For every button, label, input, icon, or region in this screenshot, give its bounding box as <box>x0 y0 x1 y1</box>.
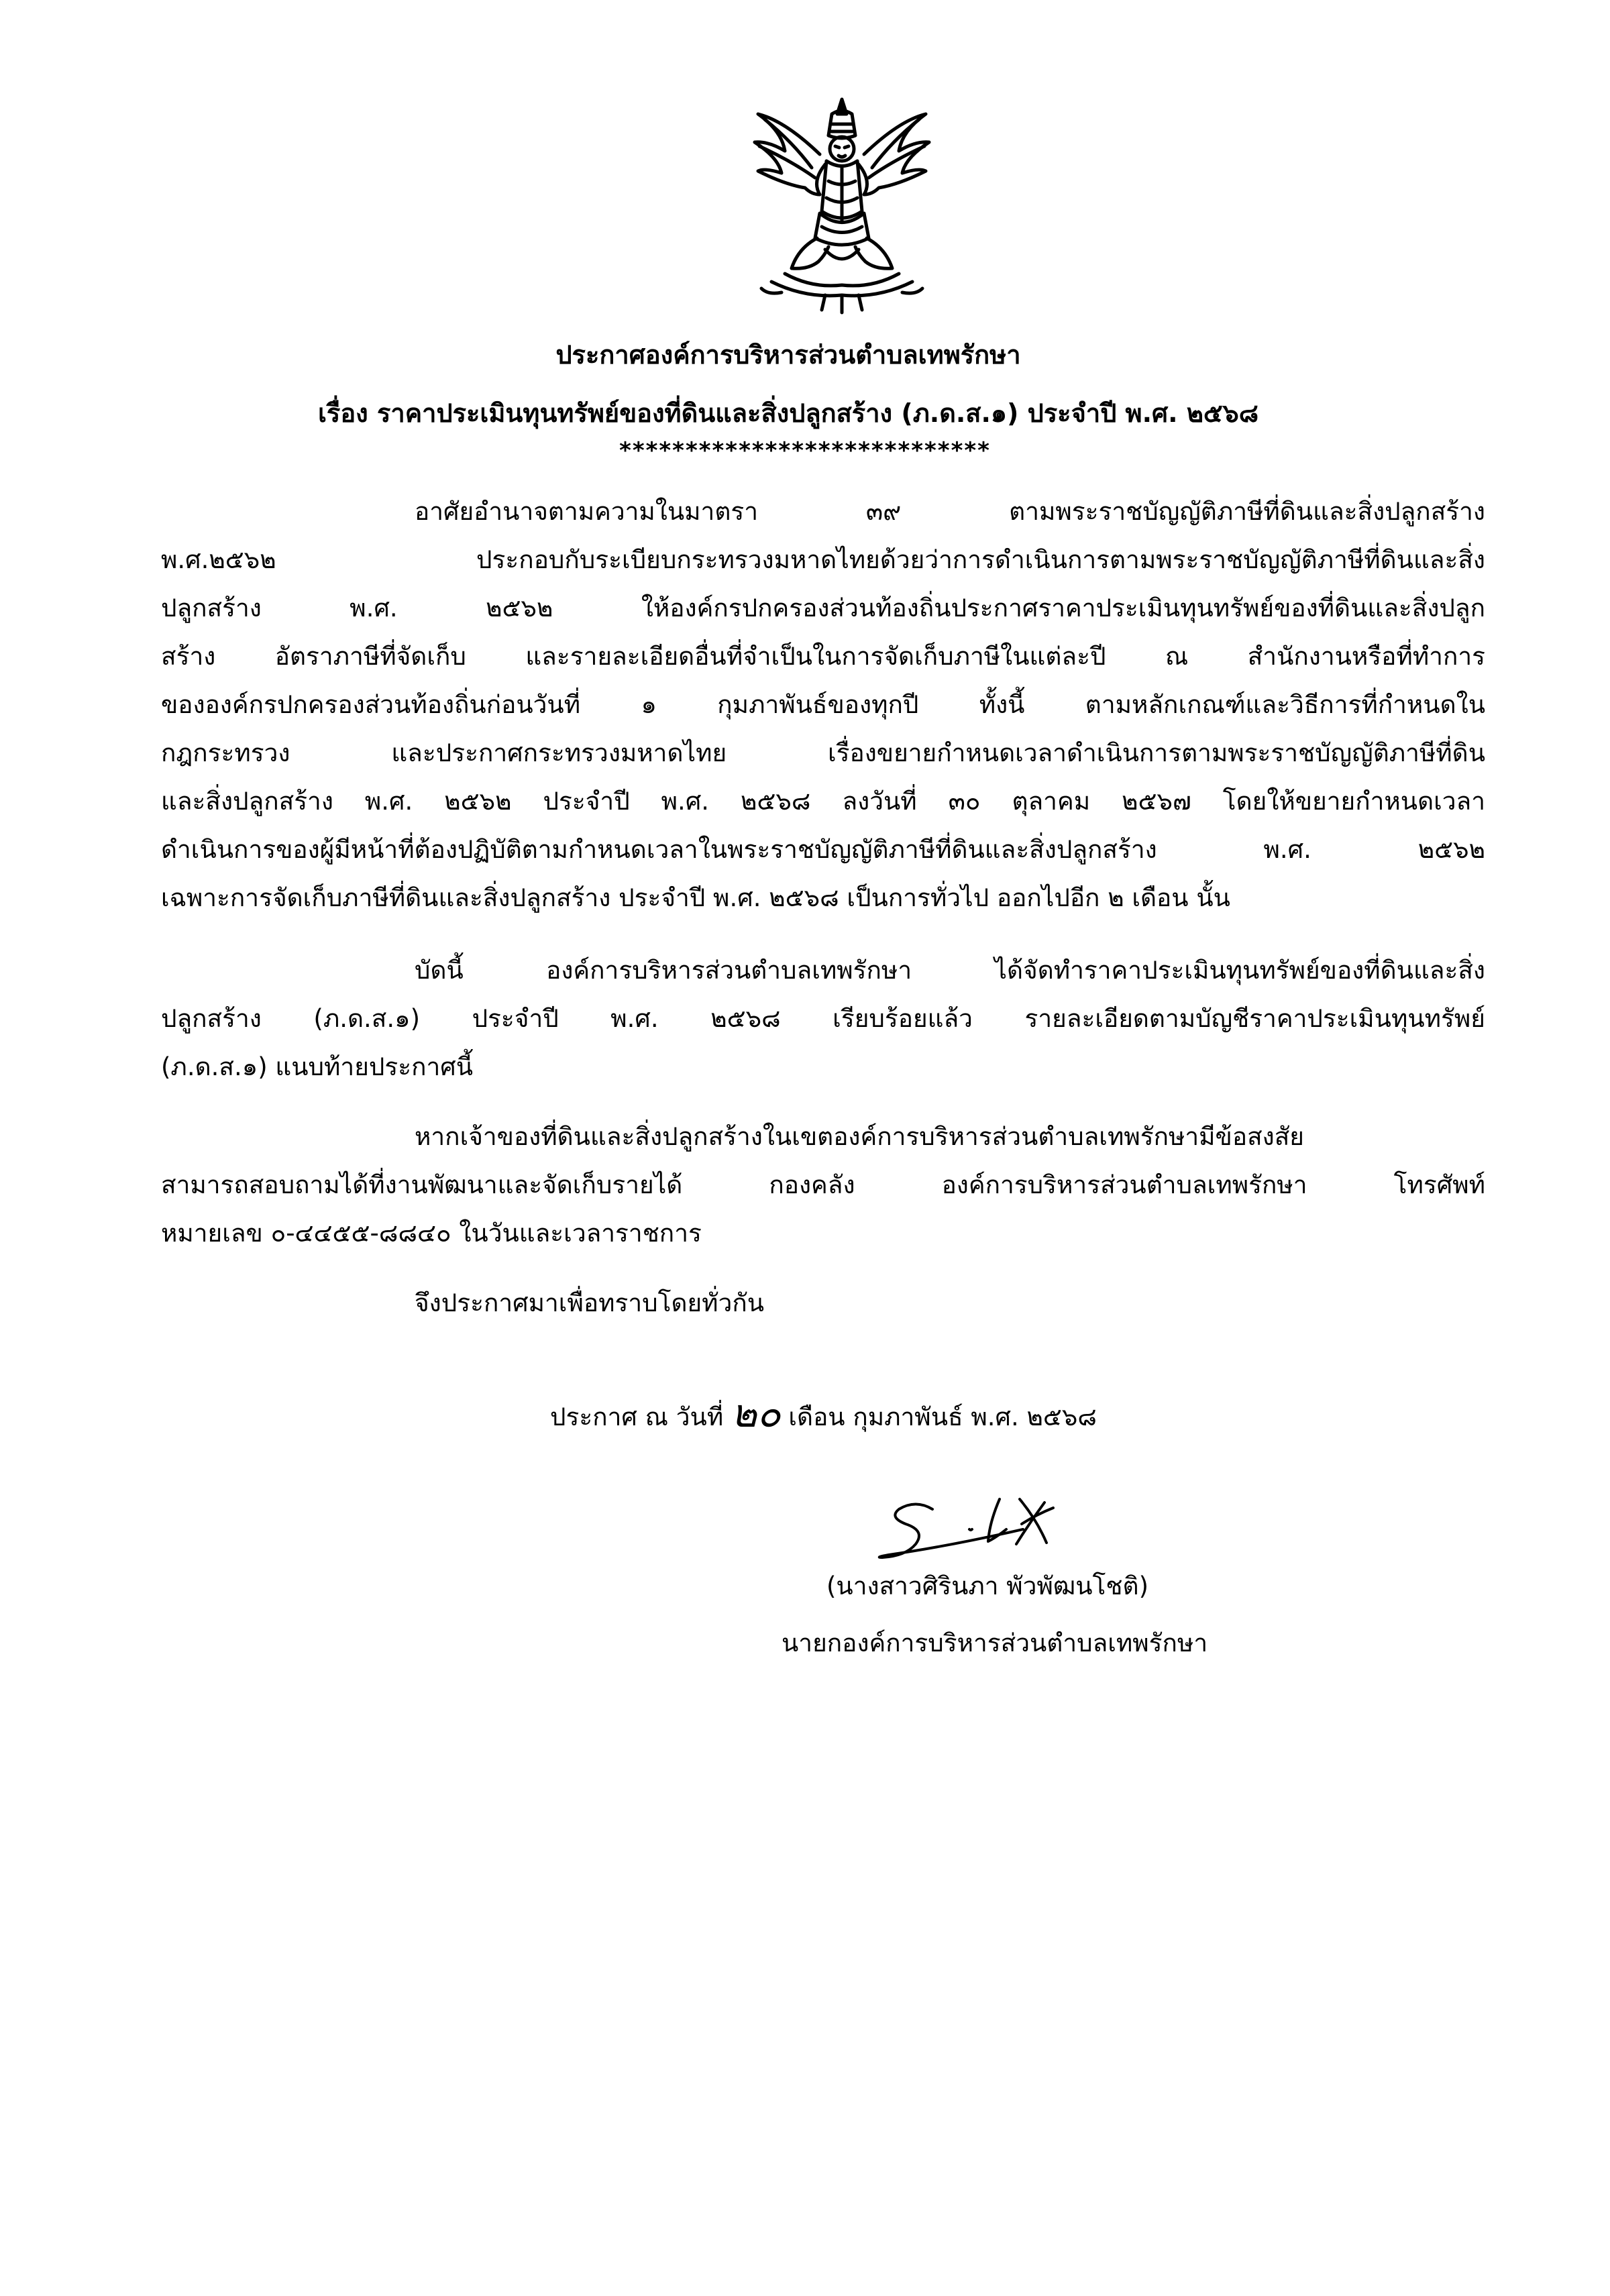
announcement-date <box>550 1380 1097 1443</box>
date-suffix: เดือน กุมภาพันธ์ พ.ศ. ๒๕๖๘ <box>788 1403 1097 1431</box>
date-day: ๒๐ <box>731 1390 781 1436</box>
paragraph-line: หมายเลข ๐-๔๔๕๕-๘๘๔๐ ในวันและเวลาราชการ <box>161 1219 702 1248</box>
paragraph-line: ปลูกสร้าง พ.ศ. ๒๕๖๒ ให้องค์กรปกครองส่วนท้องถิ่นประกาศราคาประเมินทุนทรัพย์ของที่ดินและสิ่งปลูก <box>161 594 1485 622</box>
paragraph-line: ปลูกสร้าง (ภ.ด.ส.๑) ประจำปี พ.ศ. ๒๕๖๘ เรียบร้อยแล้ว รายละเอียดตามบัญชีราคาประเมินทุนทรัพย์ <box>161 1004 1485 1033</box>
paragraph-line: หากเจ้าของที่ดินและสิ่งปลูกสร้างในเขตองค์การบริหารส่วนตำบลเทพรักษามีข้อสงสัย <box>415 1122 1304 1151</box>
paragraph-line: อาศัยอำนาจตามความในมาตรา ๓๙ ตามพระราชบัญญัติภาษีที่ดินและสิ่งปลูกสร้าง <box>415 497 1485 526</box>
document-title: ประกาศองค์การบริหารส่วนตำบลเทพรักษา <box>555 340 1021 370</box>
document-subject: เรื่อง ราคาประเมินทุนทรัพย์ของที่ดินและสิ่งปลูกสร้าง (ภ.ด.ส.๑) ประจำปี พ.ศ. ๒๕๖๘ <box>317 398 1259 428</box>
paragraph-line: สร้าง อัตราภาษีที่จัดเก็บ และรายละเอียดอื่นที่จำเป็นในการจัดเก็บภาษีในแต่ละปี ณ สำนักงานหรือที่ทำการ <box>161 642 1485 671</box>
signatory-name: (นางสาวศิรินภา พัวพัฒนโชติ) <box>826 1572 1149 1600</box>
paragraph-line: พ.ศ.๒๕๖๒ ประกอบกับระเบียบกระทรวงมหาดไทยด้วยว่าการดำเนินการตามพระราชบัญญัติภาษีที่ดินและสิ่ง <box>161 545 1485 574</box>
paragraph-line: เฉพาะการจัดเก็บภาษีที่ดินและสิ่งปลูกสร้าง ประจำปี พ.ศ. ๒๕๖๘ เป็นการทั่วไป ออกไปอีก ๒ เดือน นั้น <box>161 883 1230 912</box>
title-separator: **************************** <box>619 437 991 464</box>
signatory-position: นายกองค์การบริหารส่วนตำบลเทพรักษา <box>782 1629 1208 1657</box>
paragraph-line: บัดนี้ องค์การบริหารส่วนตำบลเทพรักษา ได้จัดทำราคาประเมินทุนทรัพย์ของที่ดินและสิ่ง <box>415 956 1485 985</box>
paragraph-line: กฎกระทรวง และประกาศกระทรวงมหาดไทย เรื่องขยายกำหนดเวลาดำเนินการตามพระราชบัญญัติภาษีที่ดิน <box>161 739 1485 767</box>
paragraph-line: (ภ.ด.ส.๑) แนบท้ายประกาศนี้ <box>161 1052 474 1081</box>
paragraph-line: สามารถสอบถามได้ที่งานพัฒนาและจัดเก็บรายได้ กองคลัง องค์การบริหารส่วนตำบลเทพรักษา โทรศัพท์ <box>161 1170 1485 1199</box>
paragraph-line: ขององค์กรปกครองส่วนท้องถิ่นก่อนวันที่ ๑ กุมภาพันธ์ของทุกปี ทั้งนี้ ตามหลักเกณฑ์และวิธีการที่กำหนดใน <box>161 690 1485 719</box>
date-prefix: ประกาศ ณ วันที่ <box>550 1403 724 1431</box>
paragraph-line: ดำเนินการของผู้มีหน้าที่ต้องปฏิบัติตามกำหนดเวลาในพระราชบัญญัติภาษีที่ดินและสิ่งปลูกสร้าง พ.ศ. ๒๕๖๒ <box>161 835 1485 864</box>
closing-statement: จึงประกาศมาเพื่อทราบโดยทั่วกัน <box>415 1289 765 1317</box>
garuda-emblem-icon <box>745 94 939 315</box>
signature-mark <box>869 1482 1124 1573</box>
paragraph-line: และสิ่งปลูกสร้าง พ.ศ. ๒๕๖๒ ประจำปี พ.ศ. ๒๕๖๘ ลงวันที่ ๓๐ ตุลาคม ๒๕๖๗ โดยให้ขยายกำหนดเวลา <box>161 787 1485 816</box>
